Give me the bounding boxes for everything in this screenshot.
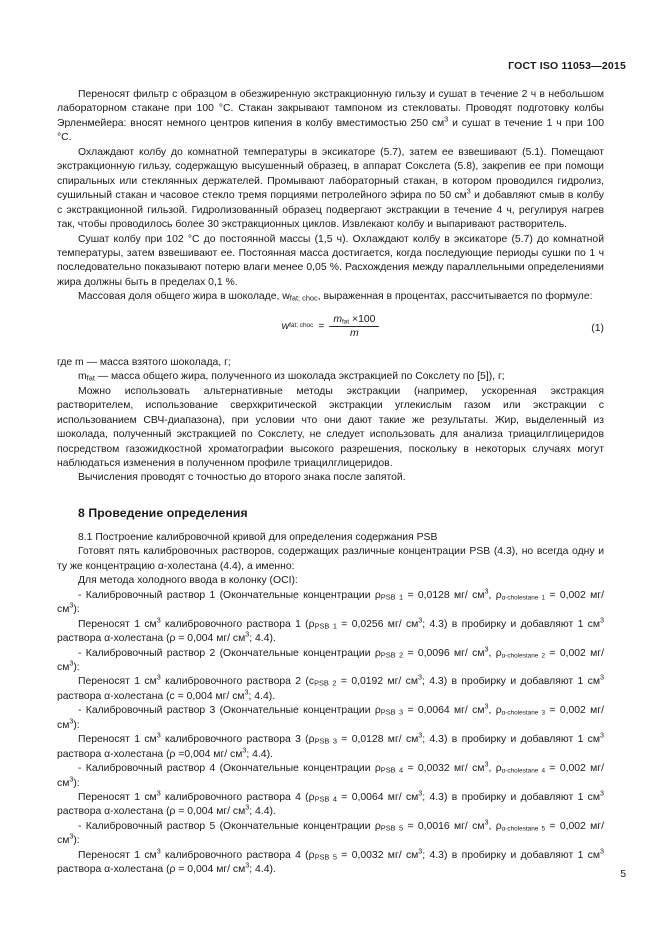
cubic-superscript: 3 <box>600 846 605 856</box>
paragraph-cooling-flask-tail: и добавляют смыв в колбу с экстракционной гильзой. Гидролизованный образец подвергают экстракции в течение 4 ч, регулируя нагрев так, чтобы проводилось более 30 экстракционных циклов. Извлекают колбу и выпаривают растворитель. <box>57 190 604 231</box>
transfer-solution-ref: калибровочного раствора 4 (ρ <box>160 792 315 804</box>
transfer-lead: Переносят 1 см <box>78 676 157 688</box>
cubic-superscript: 3 <box>242 745 247 755</box>
cholestane-ref: ; 4.4). <box>248 690 276 702</box>
cubic-superscript: 3 <box>244 687 249 697</box>
paragraph-alternative-methods: Можно использовать альтернативные методы экстракции (например, ускоренная экстракция растворителем, использование сверхкритической экстракции углекислым газом или экстракции с использованием СВЧ-диапазона), при условии что они дают такие же результаты. Жир, выделенный из шоколада, полученный экстракцией по Сокслету, не следует использовать для анализа триацилглицеридов посредством газожидкостной хроматографии высокого разрешения, поскольку в некоторых случаях могут наблюдаться изменения в полученном профиле триацилглицеридов. <box>57 385 604 469</box>
definition-m-fat-text: — масса общего жира, полученного из шоколада экстракцией по Сокслету по [5]), г; <box>94 371 505 383</box>
calibration-label: - Калибровочный раствор 4 (Окончательные концентрации ρ <box>78 763 381 775</box>
cholestane-addition: раствора α-холестана (ρ = 0,004 мг/ см <box>57 806 246 818</box>
paragraph-cooling-flask <box>57 146 604 233</box>
definition-m-fat <box>57 370 604 384</box>
calibration-solution-5-concentrations <box>57 817 604 849</box>
cubic-superscript: 3 <box>466 186 471 196</box>
transfer-lead: Переносят 1 см <box>78 618 157 630</box>
calibration-label: - Калибровочный раствор 5 (Окончательные концентрации ρ <box>78 820 381 832</box>
cubic-superscript: 3 <box>245 629 250 639</box>
transfer-lead: Переносят 1 см <box>78 734 157 746</box>
cubic-superscript: 3 <box>69 600 74 610</box>
closing-paren: ): <box>73 777 80 789</box>
page-header-standard-number: ГОСТ ISO 11053—2015 <box>508 60 626 72</box>
cubic-superscript: 3 <box>484 586 489 596</box>
paragraph-calculation-precision: Вычисления проводят с точностью до второго знака после запятой. <box>78 472 406 484</box>
definition-m: где m — масса взятого шоколада, г; <box>57 356 231 368</box>
cubic-superscript: 3 <box>418 615 423 625</box>
cholestane-subscript: α-cholestane 1 <box>501 593 546 601</box>
cholestane-value: = 0,002 мг/ см <box>57 647 604 673</box>
calibration-solution-3-transfer <box>57 730 605 762</box>
transfer-value: = 0,0128 мг/ см <box>336 734 419 746</box>
transfer-solution-ref: калибровочного раствора 4 (ρ <box>160 849 315 861</box>
calibration-solution-2-transfer <box>57 672 605 704</box>
paragraph-oci-method: Для метода холодного ввода в колонку (OCI): <box>78 575 298 587</box>
cholestane-symbol: , ρ <box>488 820 502 832</box>
cubic-superscript: 3 <box>444 114 449 124</box>
cubic-superscript: 3 <box>156 615 161 625</box>
formula-lhs-variable: w <box>281 320 290 332</box>
definition-m-fat-subscript: fat <box>86 373 95 383</box>
cholestane-symbol: , ρ <box>488 589 502 601</box>
calibration-label: - Калибровочный раствор 2 (Окончательные концентрации ρ <box>78 647 381 659</box>
cubic-superscript: 3 <box>156 730 161 740</box>
cubic-superscript: 3 <box>156 788 161 798</box>
cholestane-value: = 0,002 мг/ см <box>57 820 604 847</box>
formula-numerator-subscript: fat <box>342 318 350 326</box>
cholestane-symbol: , ρ <box>488 647 502 659</box>
transfer-psb-subscript: PSB 4 <box>314 794 337 804</box>
page-number: 5 <box>620 869 626 880</box>
calibration-solution-4-concentrations <box>57 759 604 791</box>
cubic-superscript: 3 <box>245 803 250 813</box>
cubic-superscript: 3 <box>484 817 489 827</box>
psb-value: = 0,0096 мг/ см <box>403 647 485 659</box>
cholestane-value: = 0,002 мг/ см <box>57 589 604 616</box>
w-fat-choc-subscript: fat; choc <box>289 293 318 303</box>
psb-value: = 0,0016 мг/ см <box>403 820 485 832</box>
paragraph-transfer-filter-tail: и сушат в течение 1 ч при 100 °С. <box>57 117 604 144</box>
calibration-solution-5-transfer <box>57 846 605 878</box>
transfer-solution-ref: калибровочного раствора 1 (ρ <box>160 618 315 630</box>
mass-fraction-tail: , выраженная в процентах, рассчитывается по формуле: <box>317 291 593 303</box>
formula-numerator-variable: m <box>333 313 342 325</box>
cubic-superscript: 3 <box>484 701 489 711</box>
formula-block <box>57 314 604 348</box>
formula-number: (1) <box>591 322 604 334</box>
calibration-solution-1-transfer <box>57 615 605 647</box>
formula-fraction <box>329 314 379 339</box>
cholestane-subscript: α-cholestane 5 <box>501 825 546 833</box>
cubic-superscript: 3 <box>69 774 74 784</box>
calibration-label: - Калибровочный раствор 3 (Окончательные концентрации ρ <box>78 705 381 717</box>
paragraph-cooling-flask-text: Охлаждают колбу до комнатной температуры в эксикаторе (5.7), затем ее взвешивают (5.1). Помещают экстракционную гильзу, содержащую высушенный образец, в аппарат Сокслета (5.8), закрепив ее при помощи спиральных или стеклянных держателей. Промывают лабораторный стакан, в котором проводился гидролиз, сушильный стакан и часовое стекло тремя порциями петролейного эфира по 50 см <box>57 146 604 202</box>
transfer-solution-ref: калибровочного раствора 2 (c <box>160 676 315 688</box>
psb-value: = 0,0064 мг/ см <box>403 705 485 717</box>
cholestane-value: = 0,002 мг/ см <box>57 705 604 731</box>
cubic-superscript: 3 <box>484 759 489 769</box>
transfer-ref: ; 4.3) в пробирку и добавляют 1 см <box>422 849 601 861</box>
paragraph-transfer-filter-text: Переносят фильтр с образцом в обезжиренную экстракционную гильзу и сушат в течение 2 ч в небольшом лабораторном стакане при 100 °С. Стакан закрывают тампоном из стекловаты. Проводят подготовку колбы Эрленмейера: вносят немного центров кипения в колбу вместимостью 250 см <box>57 89 604 129</box>
transfer-psb-subscript: PSB 3 <box>314 736 337 746</box>
transfer-ref: ; 4.3) в пробирку и добавляют 1 см <box>422 734 601 746</box>
section-heading-8: 8 Проведение определения <box>78 505 248 520</box>
cholestane-subscript: α-cholestane 2 <box>501 651 546 659</box>
paragraph-prepare-five-solutions: Готовят пять калибровочных растворов, содержащих различные концентрации PSB (4.3), но всегда одну и ту же концентрацию α-холестана (4.4), а именно: <box>57 546 604 572</box>
cubic-superscript: 3 <box>418 730 423 740</box>
calibration-solution-3-concentrations <box>57 701 604 733</box>
paragraph-transfer-filter <box>57 88 604 146</box>
calibration-solution-4-transfer <box>57 788 605 820</box>
cubic-superscript: 3 <box>69 716 74 726</box>
cholestane-value: = 0,002 мг/ см <box>57 763 604 789</box>
definition-m-fat-symbol: m <box>78 371 87 383</box>
transfer-psb-subscript: PSB 5 <box>314 852 337 862</box>
psb-value: = 0,0032 мг/ см <box>403 763 485 775</box>
cubic-superscript: 3 <box>600 615 605 625</box>
cubic-superscript: 3 <box>69 658 74 668</box>
cubic-superscript: 3 <box>600 730 605 740</box>
subsection-heading-8-1: 8.1 Построение калибровочной кривой для определения содержания PSB <box>78 531 438 543</box>
cubic-superscript: 3 <box>156 846 161 856</box>
formula-denominator-variable: m <box>350 327 359 339</box>
cubic-superscript: 3 <box>418 672 422 682</box>
cholestane-symbol: , ρ <box>488 763 502 775</box>
paragraph-mass-fraction-intro <box>57 290 604 304</box>
transfer-value: = 0,0256 мг/ см <box>336 618 419 630</box>
transfer-lead: Переносят 1 см <box>78 792 157 804</box>
cholestane-subscript: α-cholestane 4 <box>501 767 546 775</box>
psb-subscript: PSB 5 <box>380 823 404 833</box>
cholestane-ref: ; 4.4). <box>249 864 276 876</box>
psb-value: = 0,0128 мг/ см <box>403 589 485 601</box>
transfer-value: = 0,0064 мг/ см <box>336 792 419 804</box>
closing-paren: ): <box>73 661 80 673</box>
formula-numerator <box>329 314 379 327</box>
cholestane-addition: раствора α-холестана (ρ = 0,004 мг/ см <box>57 633 246 645</box>
cubic-superscript: 3 <box>418 788 423 798</box>
formula-equals-sign: = <box>318 320 325 332</box>
cholestane-addition: раствора α-холестана (c = 0,004 мг/ см <box>57 690 245 702</box>
psb-subscript: PSB 2 <box>380 650 404 660</box>
cholestane-subscript: α-cholestane 3 <box>501 709 546 717</box>
formula-numerator-rest: ×100 <box>349 313 376 325</box>
cubic-superscript: 3 <box>484 644 489 654</box>
paragraph-drying-constant-mass: Сушат колбу при 102 °С до постоянной массы (1,5 ч). Охлаждают колбу в эксикаторе (5.7) до комнатной температуры, затем взвешивают ее. Постоянная масса достигается, когда последующие периоды сушки по 1 ч последовательно показывают потерю влаги менее 0,05 %. Расхождения между параллельными определениями жира должны быть в пределах 0,1 %. <box>57 233 604 288</box>
formula-expression: w fat; choc = $\frac{m_{fat} \times 100}{m}$ <box>282 314 380 339</box>
transfer-ref: ; 4.3) в пробирку и добавляют 1 см <box>422 792 601 804</box>
psb-subscript: PSB 4 <box>380 765 404 775</box>
transfer-psb-subscript: PSB 1 <box>314 621 337 631</box>
psb-subscript: PSB 1 <box>380 592 404 602</box>
formula-denominator <box>346 327 363 339</box>
calibration-solution-1-concentrations <box>57 586 604 618</box>
calibration-solution-2-concentrations <box>57 644 604 676</box>
mass-fraction-lead: Массовая доля общего жира в шоколаде, w <box>78 291 290 303</box>
cholestane-addition: раствора α-холестана (ρ =0,004 мг/ см <box>57 748 243 760</box>
transfer-value: = 0,0192 мг/ см <box>336 676 418 688</box>
transfer-ref: ; 4.3) в пробирку и добавляют 1 см <box>422 618 601 630</box>
cubic-superscript: 3 <box>600 788 605 798</box>
closing-paren: ): <box>73 835 80 847</box>
cholestane-ref: ; 4.4). <box>249 806 276 818</box>
psb-subscript: PSB 3 <box>380 707 404 717</box>
cubic-superscript: 3 <box>418 846 423 856</box>
calibration-label: - Калибровочный раствор 1 (Окончательные концентрации ρ <box>78 589 381 601</box>
cubic-superscript: 3 <box>156 672 161 682</box>
transfer-solution-ref: калибровочного раствора 3 (ρ <box>160 734 315 746</box>
closing-paren: ): <box>73 604 80 616</box>
transfer-ref: ; 4.3) в пробирку и добавляют 1 см <box>422 676 601 688</box>
cholestane-ref: ; 4.4). <box>246 748 273 760</box>
cholestane-ref: ; 4.4). <box>249 633 276 645</box>
transfer-psb-subscript: PSB 2 <box>314 679 337 689</box>
closing-paren: ): <box>73 719 80 731</box>
cholestane-symbol: , ρ <box>488 705 502 717</box>
transfer-lead: Переносят 1 см <box>78 849 157 861</box>
cubic-superscript: 3 <box>600 672 605 682</box>
transfer-value: = 0,0032 мг/ см <box>336 849 419 861</box>
cholestane-addition: раствора α-холестана (ρ = 0,004 мг/ см <box>57 864 246 876</box>
document-body <box>57 88 604 878</box>
cubic-superscript: 3 <box>69 831 74 841</box>
calibration-solutions-list <box>57 586 605 878</box>
cubic-superscript: 3 <box>245 860 250 870</box>
